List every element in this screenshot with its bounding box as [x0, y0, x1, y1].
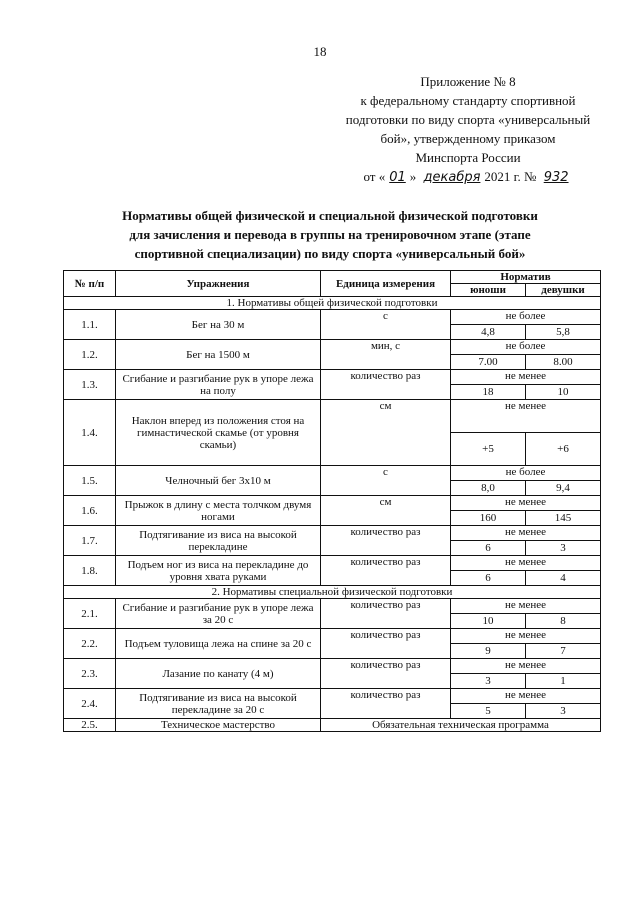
table-row — [64, 310, 601, 325]
section-row — [64, 297, 601, 310]
row-unit: мин, с — [321, 340, 451, 370]
row-exercise: Наклон вперед из положения стоя на гимнастической скамье (от уровня скамьи) — [116, 400, 321, 466]
row-girls-value: 8 — [526, 614, 601, 629]
row-num: 2.2. — [64, 629, 116, 659]
row-num: 1.4. — [64, 400, 116, 466]
header-boys: юноши — [451, 284, 526, 297]
row-girls-value: 5,8 — [526, 325, 601, 340]
row-exercise: Подъем туловища лежа на спине за 20 с — [116, 629, 321, 659]
row-num: 2.1. — [64, 599, 116, 629]
row-exercise: Бег на 1500 м — [116, 340, 321, 370]
row-condition: не менее — [451, 629, 601, 644]
row-condition: не менее — [451, 400, 601, 433]
row-girls-value: 1 — [526, 674, 601, 689]
row-boys-value: 9 — [451, 644, 526, 659]
row-exercise: Сгибание и разгибание рук в упоре лежа за 20 с — [116, 599, 321, 629]
section-title: 2. Нормативы специальной физической подготовки — [64, 586, 601, 599]
section-row — [64, 586, 601, 599]
page-number: 18 — [313, 44, 327, 59]
row-exercise: Подтягивание из виса на высокой перекладине — [116, 526, 321, 556]
row-num: 2.3. — [64, 659, 116, 689]
table-row — [64, 689, 601, 704]
row-unit: количество раз — [321, 599, 451, 629]
row-girls-value: 4 — [526, 571, 601, 586]
row-condition: не менее — [451, 689, 601, 704]
row-condition: не более — [451, 340, 601, 355]
row-unit: количество раз — [321, 689, 451, 719]
document-title — [60, 206, 600, 263]
row-girls-value: 10 — [526, 385, 601, 400]
norms-body — [64, 297, 601, 732]
row-exercise: Челночный бег 3х10 м — [116, 466, 321, 496]
date-mid: » — [409, 169, 417, 184]
annex-line-2: к федеральному стандарту спортивной — [360, 93, 576, 108]
norms-table — [63, 270, 601, 732]
handwritten-month: декабря — [423, 170, 481, 185]
row-boys-value: 6 — [451, 541, 526, 556]
row-unit: количество раз — [321, 370, 451, 400]
title-line-1: Нормативы общей физической и специальной физической подготовки — [122, 208, 538, 223]
annex-block — [318, 72, 618, 187]
row-girls-value: 7 — [526, 644, 601, 659]
row-boys-value: 6 — [451, 571, 526, 586]
row-girls-value: 145 — [526, 511, 601, 526]
table-row — [64, 629, 601, 644]
row-condition: не более — [451, 466, 601, 481]
table-row — [64, 466, 601, 481]
row-condition: не менее — [451, 556, 601, 571]
row-unit: количество раз — [321, 629, 451, 659]
row-condition: не менее — [451, 526, 601, 541]
row-num: 1.7. — [64, 526, 116, 556]
row-girls-value: 3 — [526, 704, 601, 719]
row-exercise: Подтягивание из виса на высокой перекладине за 20 с — [116, 689, 321, 719]
row-girls-value: 3 — [526, 541, 601, 556]
row-exercise: Лазание по канату (4 м) — [116, 659, 321, 689]
section-title: 1. Нормативы общей физической подготовки — [64, 297, 601, 310]
row-boys-value: 18 — [451, 385, 526, 400]
row-girls-value: 9,4 — [526, 481, 601, 496]
row-exercise: Прыжок в длину с места толчком двумя ногами — [116, 496, 321, 526]
header-norm: Норматив — [451, 271, 601, 284]
row-boys-value: 160 — [451, 511, 526, 526]
table-row — [64, 526, 601, 541]
final-value: Обязательная техническая программа — [321, 719, 601, 732]
row-condition: не менее — [451, 496, 601, 511]
row-exercise: Бег на 30 м — [116, 310, 321, 340]
row-num: 1.8. — [64, 556, 116, 586]
row-num: 1.6. — [64, 496, 116, 526]
date-year: 2021 г. № — [484, 169, 537, 184]
row-unit: с — [321, 310, 451, 340]
row-girls-value: 8.00 — [526, 355, 601, 370]
header-girls: девушки — [526, 284, 601, 297]
handwritten-day: 01 — [389, 170, 406, 185]
header-exercise: Упражнения — [116, 271, 321, 297]
row-unit: см — [321, 400, 451, 466]
annex-line-5: Минспорта России — [415, 150, 521, 165]
row-unit: см — [321, 496, 451, 526]
table-row-final — [64, 719, 601, 732]
row-boys-value: 5 — [451, 704, 526, 719]
handwritten-number: 932 — [543, 170, 569, 185]
title-line-2: для зачисления и перевода в группы на тренировочном этапе (этапе — [129, 227, 531, 242]
date-prefix: от « — [363, 169, 386, 184]
row-boys-value: 8,0 — [451, 481, 526, 496]
row-exercise: Подъем ног из виса на перекладине до уровня хвата руками — [116, 556, 321, 586]
table-row — [64, 340, 601, 355]
row-unit: количество раз — [321, 556, 451, 586]
row-num: 1.2. — [64, 340, 116, 370]
title-line-3: спортивной специализации) по виду спорта «универсальный бой» — [134, 246, 526, 261]
row-boys-value: 4,8 — [451, 325, 526, 340]
row-num: 1.1. — [64, 310, 116, 340]
annex-date-line — [318, 167, 618, 187]
annex-title: Приложение № 8 — [420, 74, 516, 89]
row-condition: не менее — [451, 599, 601, 614]
row-condition: не менее — [451, 659, 601, 674]
row-boys-value: +5 — [451, 433, 526, 466]
annex-line-3: подготовки по виду спорта «универсальный — [345, 112, 591, 127]
row-num: 2.4. — [64, 689, 116, 719]
table-row — [64, 599, 601, 614]
table-row — [64, 400, 601, 433]
row-condition: не более — [451, 310, 601, 325]
row-unit: с — [321, 466, 451, 496]
row-unit: количество раз — [321, 659, 451, 689]
header-unit: Единица измерения — [321, 271, 451, 297]
row-boys-value: 3 — [451, 674, 526, 689]
row-num: 1.5. — [64, 466, 116, 496]
table-row — [64, 556, 601, 571]
row-num: 1.3. — [64, 370, 116, 400]
table-row — [64, 370, 601, 385]
final-num: 2.5. — [64, 719, 116, 732]
row-exercise: Сгибание и разгибание рук в упоре лежа на полу — [116, 370, 321, 400]
final-exercise: Техническое мастерство — [116, 719, 321, 732]
row-condition: не менее — [451, 370, 601, 385]
table-row — [64, 496, 601, 511]
row-boys-value: 7.00 — [451, 355, 526, 370]
row-boys-value: 10 — [451, 614, 526, 629]
row-girls-value: +6 — [526, 433, 601, 466]
header-num: № п/п — [64, 271, 116, 297]
table-row — [64, 659, 601, 674]
annex-line-4: бой», утвержденному приказом — [380, 131, 556, 146]
row-unit: количество раз — [321, 526, 451, 556]
